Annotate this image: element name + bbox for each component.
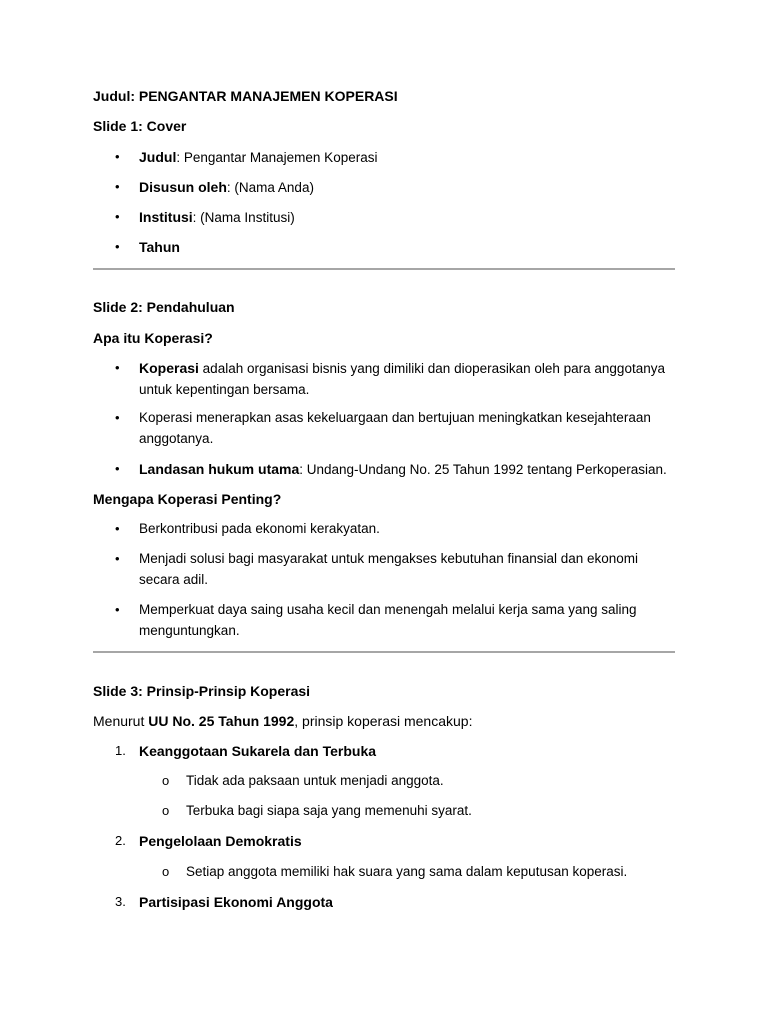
horizontal-rule xyxy=(93,268,675,270)
item-title: Pengelolaan Demokratis xyxy=(139,833,302,849)
item-label: Disusun oleh xyxy=(139,179,227,195)
sub-list-item xyxy=(162,771,676,791)
numbered-item xyxy=(115,741,679,763)
intro-suffix: , prinsip koperasi mencakup: xyxy=(294,713,473,729)
list-item xyxy=(115,207,679,229)
item-label: Landasan hukum utama xyxy=(139,461,300,477)
sub-item-text: Tidak ada paksaan untuk menjadi anggota. xyxy=(186,773,444,788)
item-text: adalah organisasi bisnis yang dimiliki dan dioperasikan oleh para anggotanya untuk kepentingan bersama. xyxy=(139,361,665,397)
bullet-icon: • xyxy=(115,410,120,425)
item-text: Memperkuat daya saing usaha kecil dan menengah melalui kerja sama yang saling menguntungkan. xyxy=(139,602,637,638)
circle-bullet-icon: o xyxy=(162,864,170,879)
list-item xyxy=(115,177,679,199)
slide1-heading: Slide 1: Cover xyxy=(93,118,187,134)
item-label: Judul xyxy=(139,149,177,165)
item-number: 2. xyxy=(115,833,126,848)
item-text: Berkontribusi pada ekonomi kerakyatan. xyxy=(139,521,380,536)
list-item xyxy=(115,408,679,449)
bullet-icon: • xyxy=(115,149,120,164)
item-text: : (Nama Anda) xyxy=(226,180,314,195)
bullet-icon: • xyxy=(115,521,120,536)
item-text: : (Nama Institusi) xyxy=(192,210,295,225)
item-title: Keanggotaan Sukarela dan Terbuka xyxy=(139,743,377,759)
item-text: Koperasi menerapkan asas kekeluargaan dan bertujuan meningkatkan kesejahteraan anggotanya. xyxy=(139,410,651,446)
slide3-heading: Slide 3: Prinsip-Prinsip Koperasi xyxy=(93,683,311,699)
slide2-heading: Slide 2: Pendahuluan xyxy=(93,299,235,315)
intro-prefix: Menurut xyxy=(93,713,149,729)
bullet-icon: • xyxy=(115,179,120,194)
item-label: Institusi xyxy=(139,209,193,225)
item-text: Menjadi solusi bagi masyarakat untuk mengakses kebutuhan finansial dan ekonomi secara adil. xyxy=(139,551,639,587)
item-text: : Undang-Undang No. 25 Tahun 1992 tentang Perkoperasian. xyxy=(299,462,667,477)
list-item xyxy=(115,549,679,590)
circle-bullet-icon: o xyxy=(162,773,170,788)
sub-item-text: Terbuka bagi siapa saja yang memenuhi syarat. xyxy=(186,803,472,818)
horizontal-rule xyxy=(93,651,675,653)
sub-list-item xyxy=(162,801,676,821)
intro-paragraph xyxy=(93,711,472,731)
item-text: : Pengantar Manajemen Koperasi xyxy=(176,150,378,165)
numbered-item xyxy=(115,892,679,914)
bullet-icon: • xyxy=(115,209,120,224)
circle-bullet-icon: o xyxy=(162,803,170,818)
intro-bold: UU No. 25 Tahun 1992 xyxy=(148,713,295,729)
section-subheading: Mengapa Koperasi Penting? xyxy=(93,491,282,507)
bullet-icon: • xyxy=(115,360,120,375)
item-number: 3. xyxy=(115,894,126,909)
document-title: Judul: PENGANTAR MANAJEMEN KOPERASI xyxy=(93,88,398,104)
bullet-icon: • xyxy=(115,602,120,617)
item-title: Partisipasi Ekonomi Anggota xyxy=(139,894,333,910)
item-number: 1. xyxy=(115,743,126,758)
numbered-item xyxy=(115,831,679,853)
section-subheading: Apa itu Koperasi? xyxy=(93,330,213,346)
bullet-icon: • xyxy=(115,239,120,254)
item-label: Tahun xyxy=(139,239,180,255)
list-item xyxy=(115,459,679,481)
sub-list-item xyxy=(162,862,676,882)
bullet-icon: • xyxy=(115,551,120,566)
bullet-icon: • xyxy=(115,461,120,476)
list-item xyxy=(115,147,679,169)
list-item xyxy=(115,358,679,400)
list-item xyxy=(115,237,679,259)
item-label: Koperasi xyxy=(139,360,199,376)
list-item xyxy=(115,600,679,641)
list-item xyxy=(115,519,679,540)
sub-item-text: Setiap anggota memiliki hak suara yang sama dalam keputusan koperasi. xyxy=(186,864,628,879)
